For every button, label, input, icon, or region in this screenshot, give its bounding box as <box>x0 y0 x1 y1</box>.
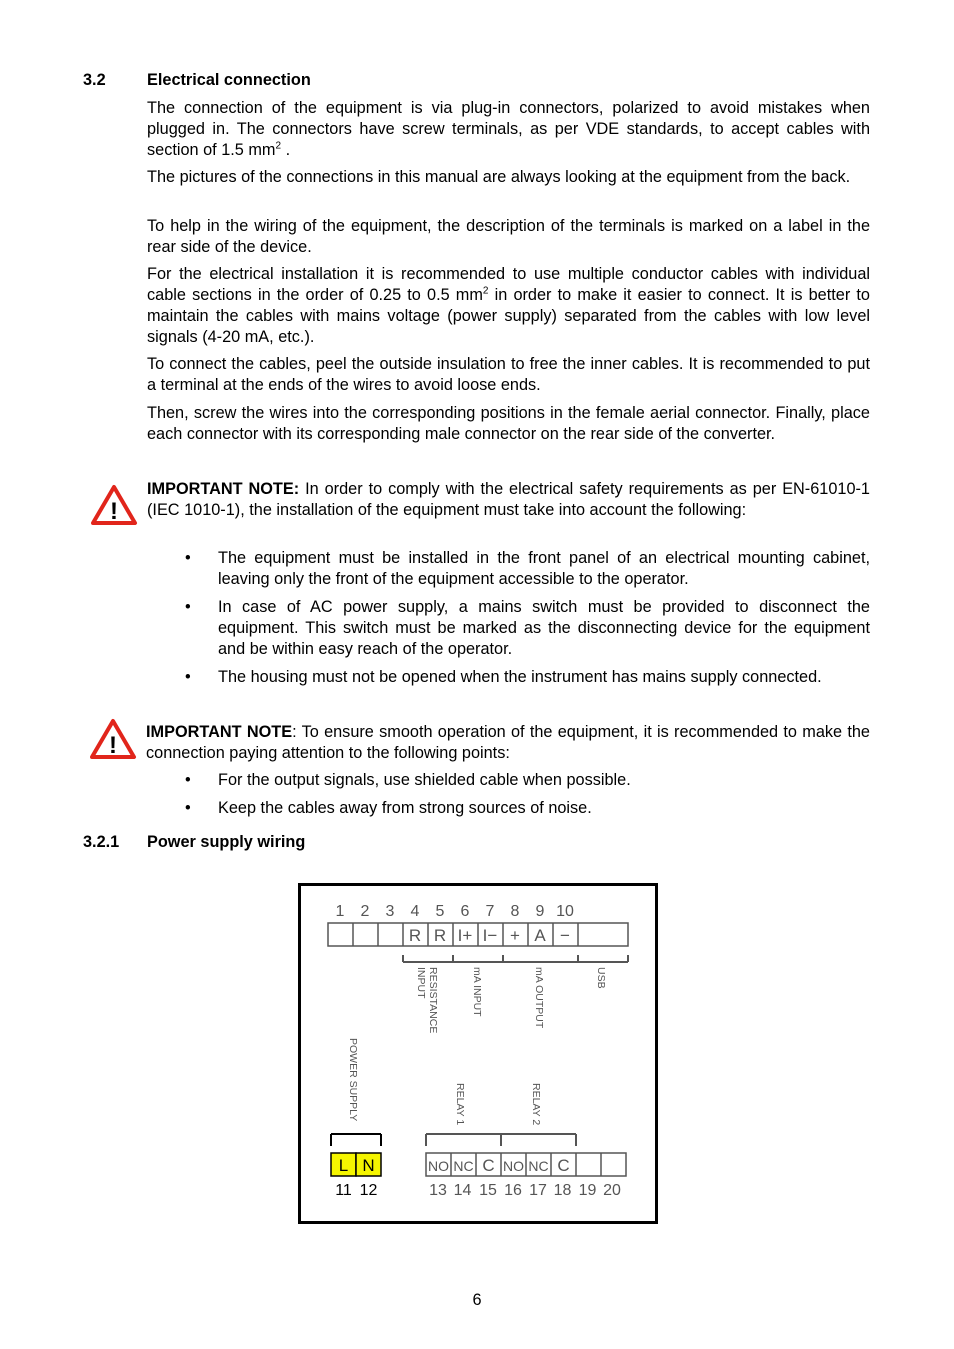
terminal-number: 20 <box>603 1182 621 1199</box>
terminal-cell: C <box>557 1156 570 1175</box>
page-number: 6 <box>472 1291 482 1309</box>
terminal-number: 13 <box>429 1182 447 1199</box>
terminal-cell: NO <box>503 1158 524 1174</box>
terminal-number: 7 <box>485 903 495 920</box>
note-label: IMPORTANT NOTE: <box>147 480 300 498</box>
warning-icon <box>89 718 137 760</box>
svg-text:!: ! <box>109 732 117 759</box>
svg-text:!: ! <box>110 498 118 525</box>
paragraph-1: The connection of the equipment is via plug-in connectors, polarized to avoid mistakes when plugged in. The connectors have screw terminals, as per VDE standards, to accept cables with section of 1.5 $mm^2$ . <box>147 99 870 159</box>
resistance-input-label: INPUT <box>415 967 427 999</box>
terminal-cell: − <box>560 926 570 945</box>
note-label: IMPORTANT NOTE <box>146 723 293 741</box>
terminal-number: 16 <box>504 1182 522 1199</box>
terminal-number: 5 <box>435 903 445 920</box>
terminal-number: 10 <box>556 903 574 920</box>
terminal-number: 17 <box>529 1182 547 1199</box>
list-item: • For the output signals, use shielded cable when possible. <box>185 771 631 789</box>
note-1-bullet-list <box>147 548 870 695</box>
ma-input-label: mA INPUT <box>471 967 483 1017</box>
terminal-cell: + <box>510 926 520 945</box>
usb-label: USB <box>595 967 607 989</box>
note-2-bullet-list <box>147 770 870 826</box>
terminal-cell: R <box>408 926 422 945</box>
relay-2-label: RELAY 2 <box>530 1083 542 1126</box>
terminal-cell: I− <box>482 926 498 945</box>
list-item: • The housing must not be opened when the instrument has mains supply connected. <box>185 668 822 686</box>
warning-icon <box>90 484 138 526</box>
terminal-cell: NC <box>528 1158 549 1174</box>
terminal-number: 4 <box>410 903 420 920</box>
list-item: • In case of AC power supply, a mains switch must be provided to disconnect the equipment. This switch must be marked as the disconnecting device for the equipment and be within easy reach of the operator. <box>185 598 870 658</box>
top-terminal-strip <box>328 923 628 946</box>
terminal-number: 11 <box>335 1182 352 1199</box>
terminal-cell-l: L <box>338 1156 349 1175</box>
important-note-1: IMPORTANT NOTE: In order to comply with the electrical safety requirements as per EN-61010-1 (IEC 1010-1), the installation of the equipment must take into account the following: <box>147 480 870 519</box>
paragraph-2: The pictures of the connections in this manual are always looking at the equipment from the back. <box>147 168 851 186</box>
terminal-number: 14 <box>453 1182 472 1199</box>
paragraph-3: To help in the wiring of the equipment, the description of the terminals is marked on a label in the rear side of the device. <box>147 217 870 256</box>
power-supply-label: POWER SUPPLY <box>347 1038 359 1122</box>
terminal-number: 15 <box>479 1182 497 1199</box>
power-supply-wiring-diagram <box>298 883 658 1224</box>
terminal-cell: A <box>534 926 546 945</box>
terminal-number: 6 <box>460 903 470 920</box>
terminal-cell: I+ <box>457 926 473 945</box>
terminal-number: 9 <box>535 903 545 920</box>
relay-1-label: RELAY 1 <box>454 1083 466 1126</box>
terminal-number: 8 <box>510 903 520 920</box>
terminal-cell: C <box>482 1156 495 1175</box>
list-item: • Keep the cables away from strong sources of noise. <box>185 799 592 817</box>
ma-output-label: mA OUTPUT <box>533 967 545 1029</box>
terminal-number: 12 <box>359 1182 378 1199</box>
list-item: • The equipment must be installed in the front panel of an electrical mounting cabinet, leaving only the front of the equipment accessible to the operator. <box>185 549 870 588</box>
terminal-number: 3 <box>385 903 395 920</box>
terminal-cell: NO <box>428 1158 449 1174</box>
paragraph-5: To connect the cables, peel the outside insulation to free the inner cables. It is recommended to put a terminal at the ends of the wires to avoid loose ends. <box>147 355 870 394</box>
section-title: Electrical connection <box>147 71 311 89</box>
section-number: 3.2 <box>83 71 106 89</box>
terminal-number: 19 <box>578 1182 597 1199</box>
terminal-number: 1 <box>335 903 345 920</box>
resistance-input-label: RESISTANCE <box>427 967 439 1034</box>
paragraph-6: Then, screw the wires into the corresponding positions in the female aerial connector. Finally, place each connector with its corresponding male connector on the rear side of the converter. <box>147 404 870 443</box>
terminal-cell: NC <box>453 1158 474 1174</box>
subsection-number: 3.2.1 <box>83 833 120 851</box>
terminal-number: 18 <box>553 1182 572 1199</box>
terminal-cell: R <box>433 926 447 945</box>
subsection-title: Power supply wiring <box>147 833 306 851</box>
important-note-2: IMPORTANT NOTE: To ensure smooth operation of the equipment, it is recommended to make the connection paying attention to the following points: <box>146 723 870 762</box>
paragraph-4: For the electrical installation it is recommended to use multiple conductor cables with individual cable sections in the order of 0.25 to 0.5 $mm^2$ in order to make it easier to connect. It is better to maintain the cables with mains voltage (power supply) separated from the cables with low level signals (4-20 mA, etc.). <box>147 265 870 346</box>
terminal-cell-n: N <box>362 1156 375 1175</box>
terminal-number: 2 <box>360 903 370 920</box>
